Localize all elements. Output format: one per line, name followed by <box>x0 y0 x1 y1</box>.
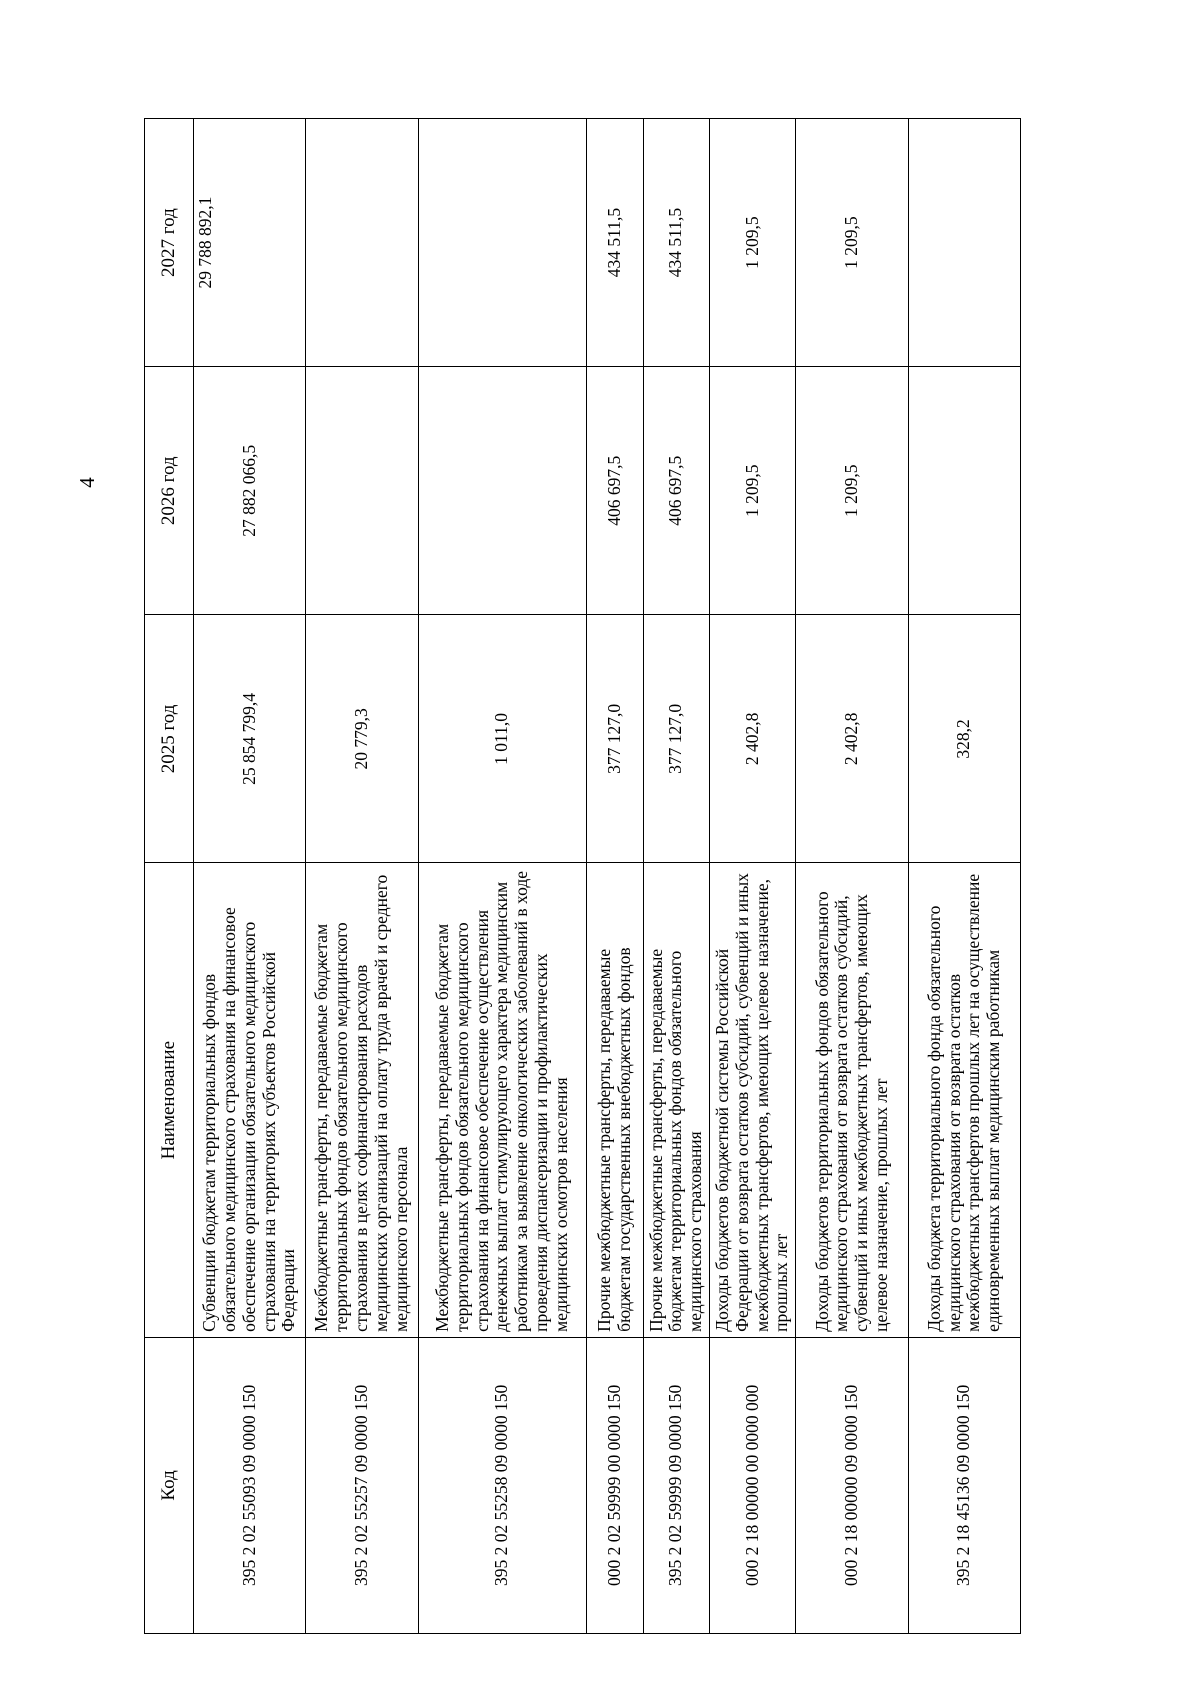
row-value-2025: 25 854 799,4 <box>194 615 306 863</box>
row-value-2025: 377 127,0 <box>586 615 643 863</box>
row-value-2026: 1 209,5 <box>796 367 908 615</box>
row-value-2026 <box>306 367 418 615</box>
row-name: Доходы бюджета территориального фонда обязательного медицинского страхования от возврата остатков межбюджетных трансфертов прошлых лет на осуществление единовременных выплат медицинским работникам <box>908 863 1020 1337</box>
row-name: Прочие межбюджетные трансферты, передаваемые бюджетам территориальных фондов обязательного медицинского страхования <box>644 863 710 1337</box>
row-value-2027 <box>306 119 418 367</box>
header-code: Код <box>145 1337 194 1633</box>
row-name: Межбюджетные трансферты, передаваемые бюджетам территориальных фондов обязательного медицинского страхования в целях софинансирования расходов медицинских организаций на оплату труда врачей и среднего медицинского персонала <box>306 863 418 1337</box>
table-row <box>586 119 643 1634</box>
row-code: 000 2 18 00000 09 0000 150 <box>796 1337 908 1633</box>
table-row <box>306 119 418 1634</box>
row-name: Доходы бюджетов бюджетной системы Российской Федерации от возврата остатков субсидий, субвенций и иных межбюджетных трансфертов, имеющих целевое назначение, прошлых лет <box>709 863 796 1337</box>
page-number: 4 <box>74 477 99 488</box>
row-value-2025: 377 127,0 <box>644 615 710 863</box>
row-value-2026: 1 209,5 <box>709 367 796 615</box>
row-value-2025: 20 779,3 <box>306 615 418 863</box>
table-row <box>418 119 586 1634</box>
row-code: 000 2 02 59999 00 0000 150 <box>586 1337 643 1633</box>
table-header-row <box>145 119 194 1634</box>
row-code: 395 2 02 55258 09 0000 150 <box>418 1337 586 1633</box>
table-row <box>644 119 710 1634</box>
row-value-2026 <box>908 367 1020 615</box>
header-name: Наименование <box>145 863 194 1337</box>
row-code: 395 2 02 55257 09 0000 150 <box>306 1337 418 1633</box>
row-name: Доходы бюджетов территориальных фондов обязательного медицинского страхования от возврата остатков субсидий, субвенций и иных межбюджетных трансфертов, имеющих целевое назначение, прошлых лет <box>796 863 908 1337</box>
row-value-2026 <box>418 367 586 615</box>
header-2027: 2027 год <box>145 119 194 367</box>
revenue-table-container <box>144 118 1021 1634</box>
row-value-2025: 2 402,8 <box>709 615 796 863</box>
row-code: 395 2 02 59999 09 0000 150 <box>644 1337 710 1633</box>
table-row <box>194 119 306 1634</box>
row-value-2026: 27 882 066,5 <box>194 367 306 615</box>
row-value-2027: 29 788 892,1 <box>194 119 306 367</box>
row-value-2027: 1 209,5 <box>709 119 796 367</box>
row-name: Субвенции бюджетам территориальных фондов обязательного медицинского страхования на финансовое обеспечение организации обязательного медицинского страхования на территориях субъектов Российской Федерации <box>194 863 306 1337</box>
table-row <box>709 119 796 1634</box>
row-value-2025: 1 011,0 <box>418 615 586 863</box>
row-code: 000 2 18 00000 00 0000 000 <box>709 1337 796 1633</box>
table-row <box>796 119 908 1634</box>
row-value-2027: 434 511,5 <box>644 119 710 367</box>
row-value-2027 <box>908 119 1020 367</box>
row-value-2027 <box>418 119 586 367</box>
row-name: Прочие межбюджетные трансферты, передаваемые бюджетам государственных внебюджетных фондов <box>586 863 643 1337</box>
revenue-table <box>144 118 1021 1634</box>
row-value-2026: 406 697,5 <box>586 367 643 615</box>
row-code: 395 2 02 55093 09 0000 150 <box>194 1337 306 1633</box>
row-code: 395 2 18 45136 09 0000 150 <box>908 1337 1020 1633</box>
row-value-2026: 406 697,5 <box>644 367 710 615</box>
row-value-2027: 1 209,5 <box>796 119 908 367</box>
row-value-2025: 328,2 <box>908 615 1020 863</box>
header-2025: 2025 год <box>145 615 194 863</box>
table-row <box>908 119 1020 1634</box>
row-value-2027: 434 511,5 <box>586 119 643 367</box>
header-2026: 2026 год <box>145 367 194 615</box>
row-value-2025: 2 402,8 <box>796 615 908 863</box>
row-name: Межбюджетные трансферты, передаваемые бюджетам территориальных фондов обязательного медицинского страхования на финансовое обеспечение осуществления денежных выплат стимулирующего характера медицинским работникам за выявление онкологических заболеваний в ходе проведения диспансеризации и профилактических медицинских осмотров населения <box>418 863 586 1337</box>
